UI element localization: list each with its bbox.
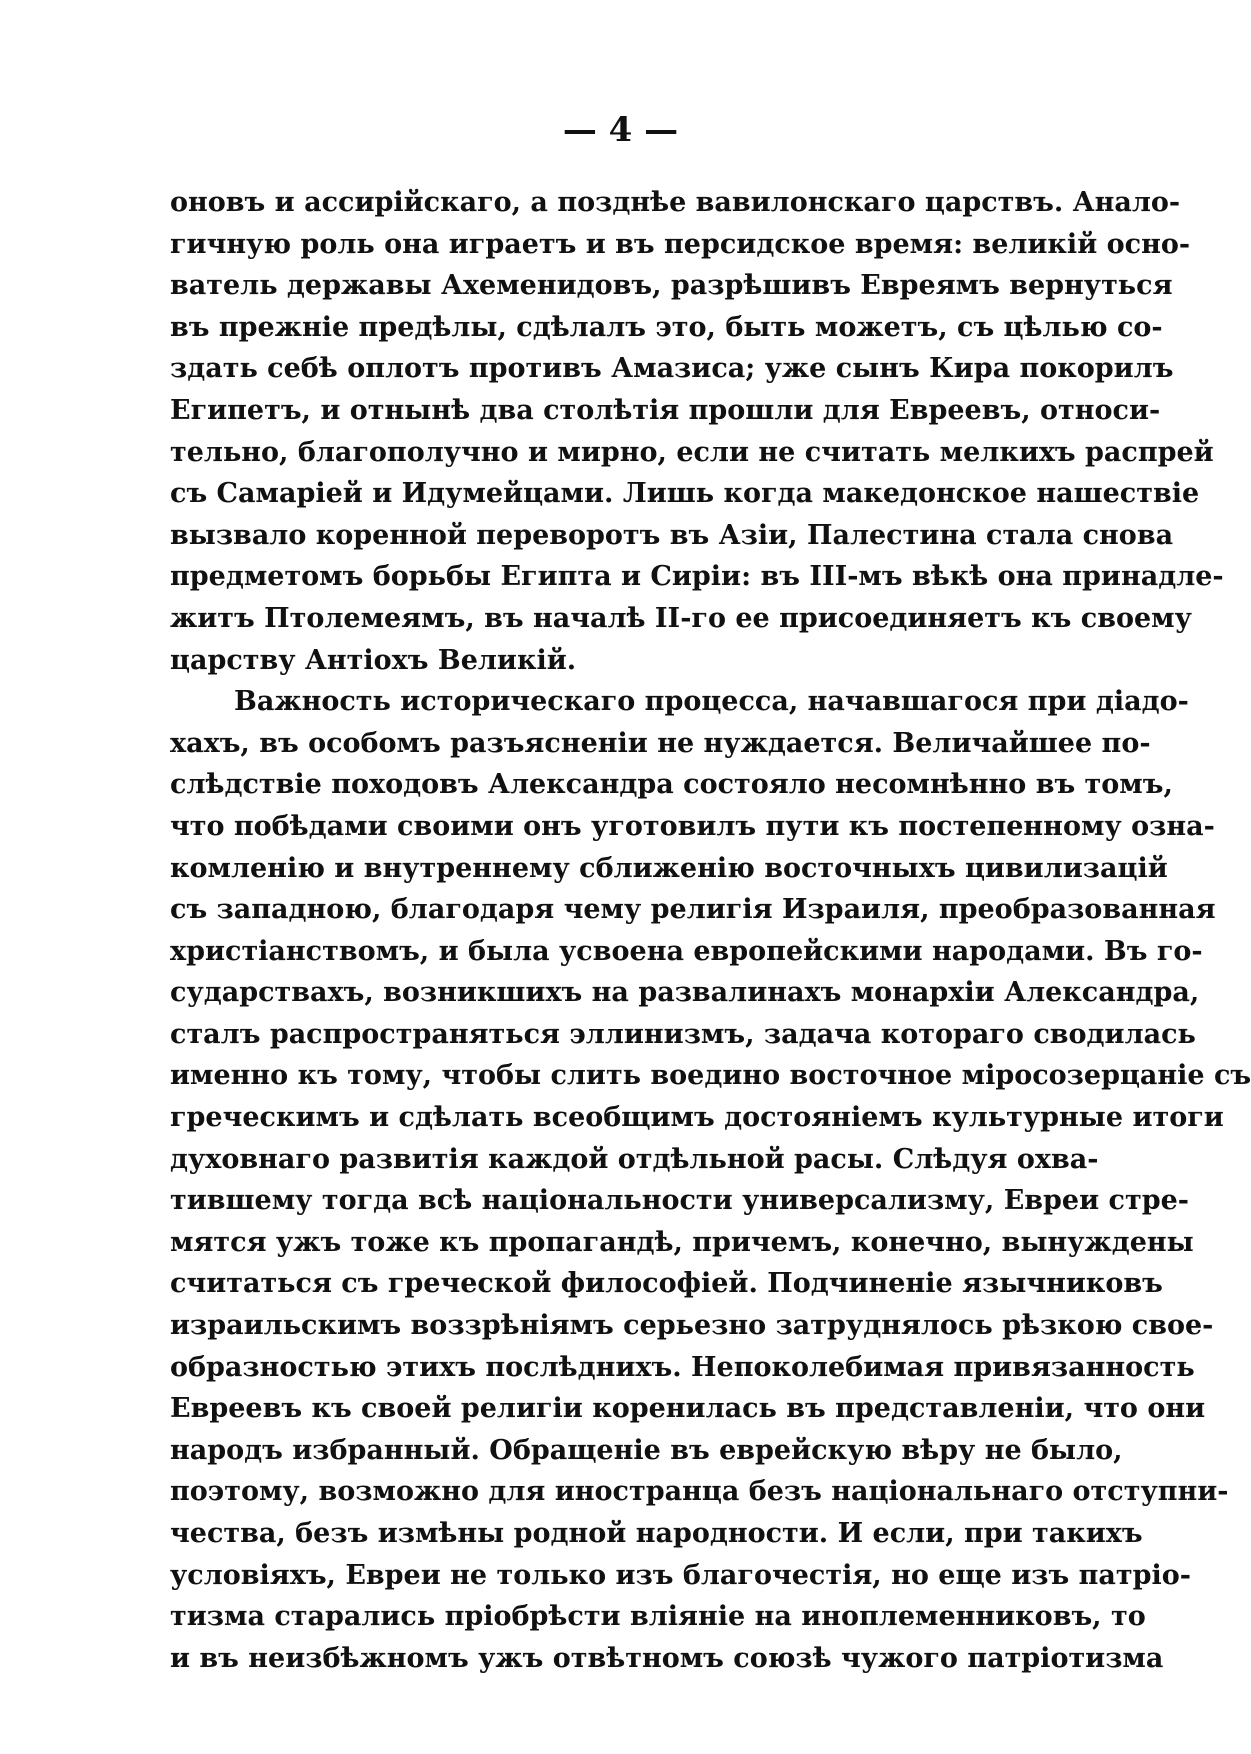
text-line: духовнаго развитія каждой отдѣльной расы. Слѣдуя охва-	[170, 1143, 1099, 1175]
text-line: комленію и внутреннему сближенію восточныхъ цивилизацій	[170, 852, 1168, 884]
text-line: здать себѣ оплотъ противъ Амазиса; уже сынъ Кира покорилъ	[170, 353, 1174, 385]
text-line: съ Самаріей и Идумейцами. Лишь когда македонское нашествіе	[170, 478, 1200, 510]
text-line: слѣдствіе походовъ Александра состояло несомнѣнно въ томъ,	[170, 769, 1173, 801]
text-line: чества, безъ измѣны родной народности. И если, при такихъ	[170, 1518, 1143, 1549]
text-line: Евреевъ къ своей религіи коренилась въ представленіи, что они	[170, 1393, 1206, 1425]
text-line: сталъ распространяться эллинизмъ, задача котораго сводилась	[170, 1018, 1196, 1050]
text-line: гичную роль она играетъ и въ персидское время: великій осно-	[170, 228, 1191, 260]
text-line: тизма старались пріобрѣсти вліяніе на иноплеменниковъ, то	[170, 1601, 1146, 1633]
text-line: поэтому, возможно для иностранца безъ національнаго отступни-	[170, 1476, 1229, 1508]
text-line: именно къ тому, чтобы слить воедино восточное міросозерцаніе съ	[170, 1060, 1251, 1092]
text-line: тельно, благополучно и мирно, если не считать мелкихъ распрей	[170, 436, 1214, 468]
text-line: условіяхъ, Евреи не только изъ благочестія, но еще изъ патріо-	[170, 1559, 1191, 1591]
text-line: въ прежніе предѣлы, сдѣлалъ это, быть можетъ, съ цѣлью со-	[170, 311, 1163, 343]
text-line: вызвало коренной переворотъ въ Азіи, Палестина стала снова	[170, 519, 1174, 551]
text-line: считаться съ греческой философіей. Подчиненіе язычниковъ	[170, 1268, 1163, 1300]
page-number: — 4 —	[562, 110, 679, 150]
text-line: предметомъ борьбы Египта и Сиріи: въ III-мъ вѣкѣ она принадле-	[170, 561, 1224, 593]
text-line: житъ Птолемеямъ, въ началѣ II-го ее присоединяетъ къ своему	[170, 602, 1192, 634]
text-line: христіанствомъ, и была усвоена европейскими народами. Въ го-	[170, 935, 1203, 967]
text-line: тившему тогда всѣ національности универсализму, Евреи стре-	[170, 1185, 1189, 1217]
paragraph-end-line: царству Антіохъ Великій.	[170, 644, 577, 676]
paragraph-start-line: Важность историческаго процесса, начавшагося при діадо-	[234, 686, 1189, 718]
text-line: съ западною, благодаря чему религія Израиля, преобразованная	[170, 894, 1216, 926]
text-line: образностью этихъ послѣднихъ. Непоколебимая привязанность	[170, 1351, 1195, 1383]
text-line: и въ неизбѣжномъ ужъ отвѣтномъ союзѣ чужого патріотизма	[170, 1642, 1164, 1674]
text-line: мятся ужъ тоже къ пропагандѣ, причемъ, конечно, вынуждены	[170, 1226, 1194, 1258]
body-text	[170, 182, 1251, 1679]
text-line: сударствахъ, возникшихъ на развалинахъ монархіи Александра,	[170, 977, 1200, 1009]
text-line: что побѣдами своими онъ уготовилъ пути къ постепенному озна-	[170, 810, 1215, 842]
text-line: греческимъ и сдѣлать всеобщимъ достояніемъ культурные итоги	[170, 1102, 1224, 1134]
text-line: ватель державы Ахеменидовъ, разрѣшивъ Евреямъ вернуться	[170, 270, 1173, 302]
text-line: народъ избранный. Обращеніе въ еврейскую вѣру не было,	[170, 1434, 1123, 1466]
text-line: оновъ и ассирійскаго, а позднѣе вавилонскаго царствъ. Анало-	[170, 187, 1181, 218]
text-line: израильскимъ воззрѣніямъ серьезно затруднялось рѣзкою свое-	[170, 1310, 1214, 1342]
text-line: хахъ, въ особомъ разъясненіи не нуждается. Величайшее по-	[170, 727, 1151, 759]
text-line: Египетъ, и отнынѣ два столѣтія прошли для Евреевъ, относи-	[170, 394, 1161, 426]
